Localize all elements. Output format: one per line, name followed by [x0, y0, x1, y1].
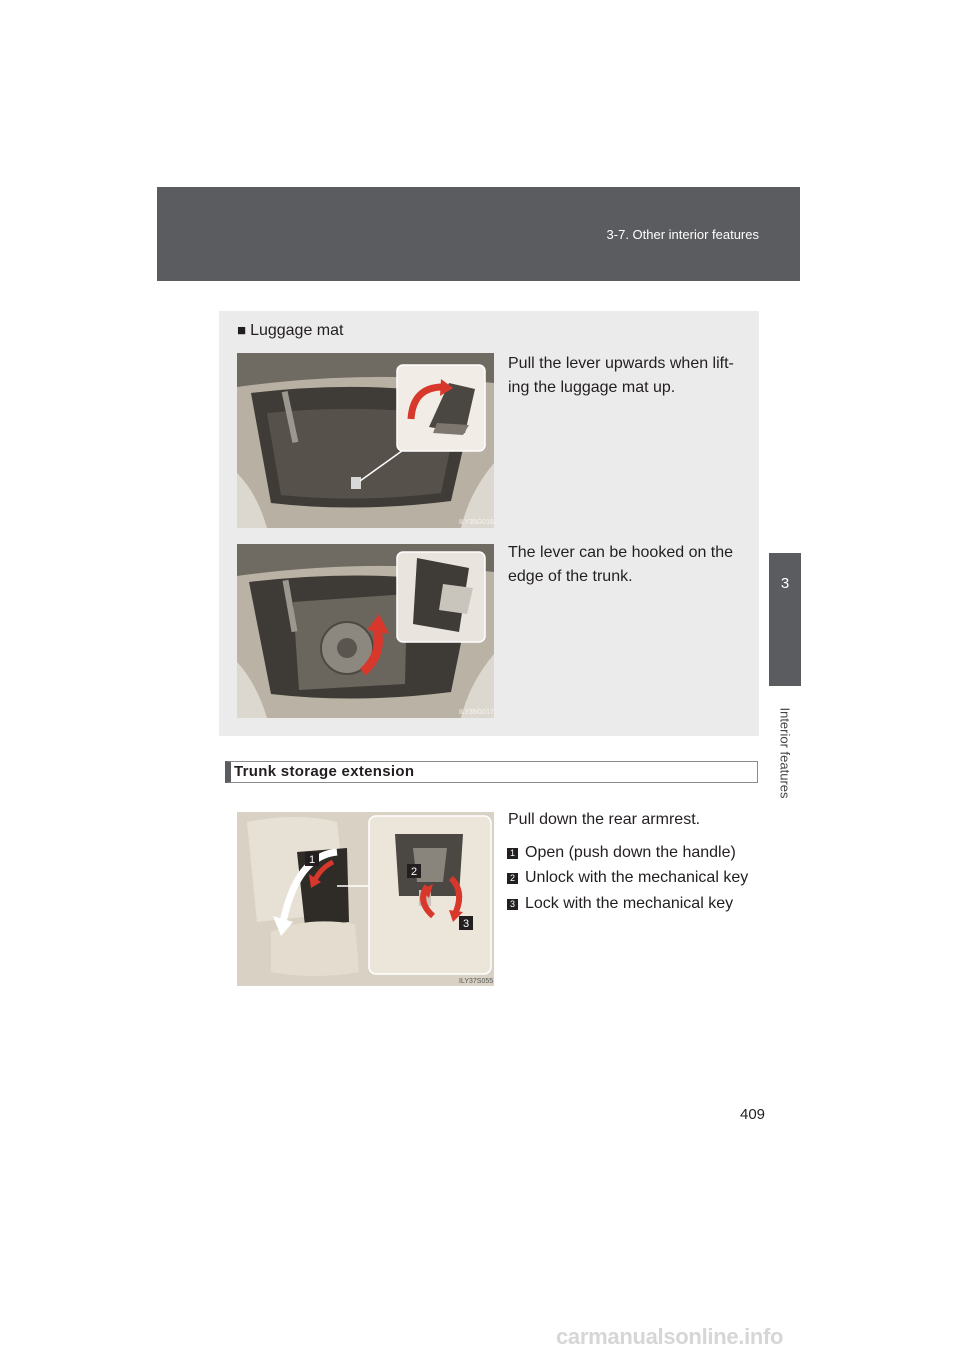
chapter-number: 3 — [780, 575, 790, 592]
luggage-mat-photo-2 — [237, 544, 494, 718]
trunk-step-3 — [507, 893, 733, 915]
callout-3-marker: 3 — [462, 918, 470, 930]
trunk-step-2 — [507, 867, 748, 889]
watermark: carmanualsonline.info — [556, 1324, 784, 1349]
trunk-lever-illustration — [237, 353, 494, 528]
chapter-label — [770, 693, 800, 813]
bullet-square-icon: ■ — [237, 322, 247, 339]
chapter-tab — [769, 553, 801, 686]
luggage-mat-instruction-1: Pull the lever upwards when lift- ing the luggage mat up. — [508, 355, 734, 396]
step-3-number: 3 — [507, 899, 518, 910]
rear-armrest-illustration — [237, 812, 494, 986]
trunk-storage-heading: Trunk storage extension — [234, 763, 415, 780]
step-3-text: Lock with the mechanical key — [525, 895, 734, 912]
trunk-step-1 — [507, 842, 736, 864]
section-title: 3-7. Other interior features — [606, 227, 759, 242]
luggage-mat-heading-text: Luggage mat — [250, 322, 344, 339]
page-number: 409 — [740, 1106, 766, 1123]
image-code-3: ILY37S055 — [459, 978, 494, 985]
step-2-number: 2 — [507, 873, 518, 884]
trunk-storage-intro: Pull down the rear armrest. — [508, 811, 701, 828]
trunk-storage-photo — [237, 812, 494, 986]
image-code-1: ILY35G016 — [459, 519, 494, 526]
luggage-mat-heading — [237, 322, 343, 340]
image-code-2: ILY35G017 — [459, 709, 494, 716]
callout-1-marker: 1 — [308, 854, 316, 866]
luggage-mat-photo-1 — [237, 353, 494, 528]
step-2-text: Unlock with the mechanical key — [525, 869, 749, 886]
step-1-text: Open (push down the handle) — [525, 844, 736, 861]
trunk-mat-lifted-illustration — [237, 544, 494, 718]
chapter-label-text: Interior features — [777, 707, 793, 799]
callout-2-marker: 2 — [410, 866, 418, 878]
step-1-number: 1 — [507, 848, 518, 859]
luggage-mat-instruction-2: The lever can be hooked on the edge of the trunk. — [508, 544, 734, 585]
